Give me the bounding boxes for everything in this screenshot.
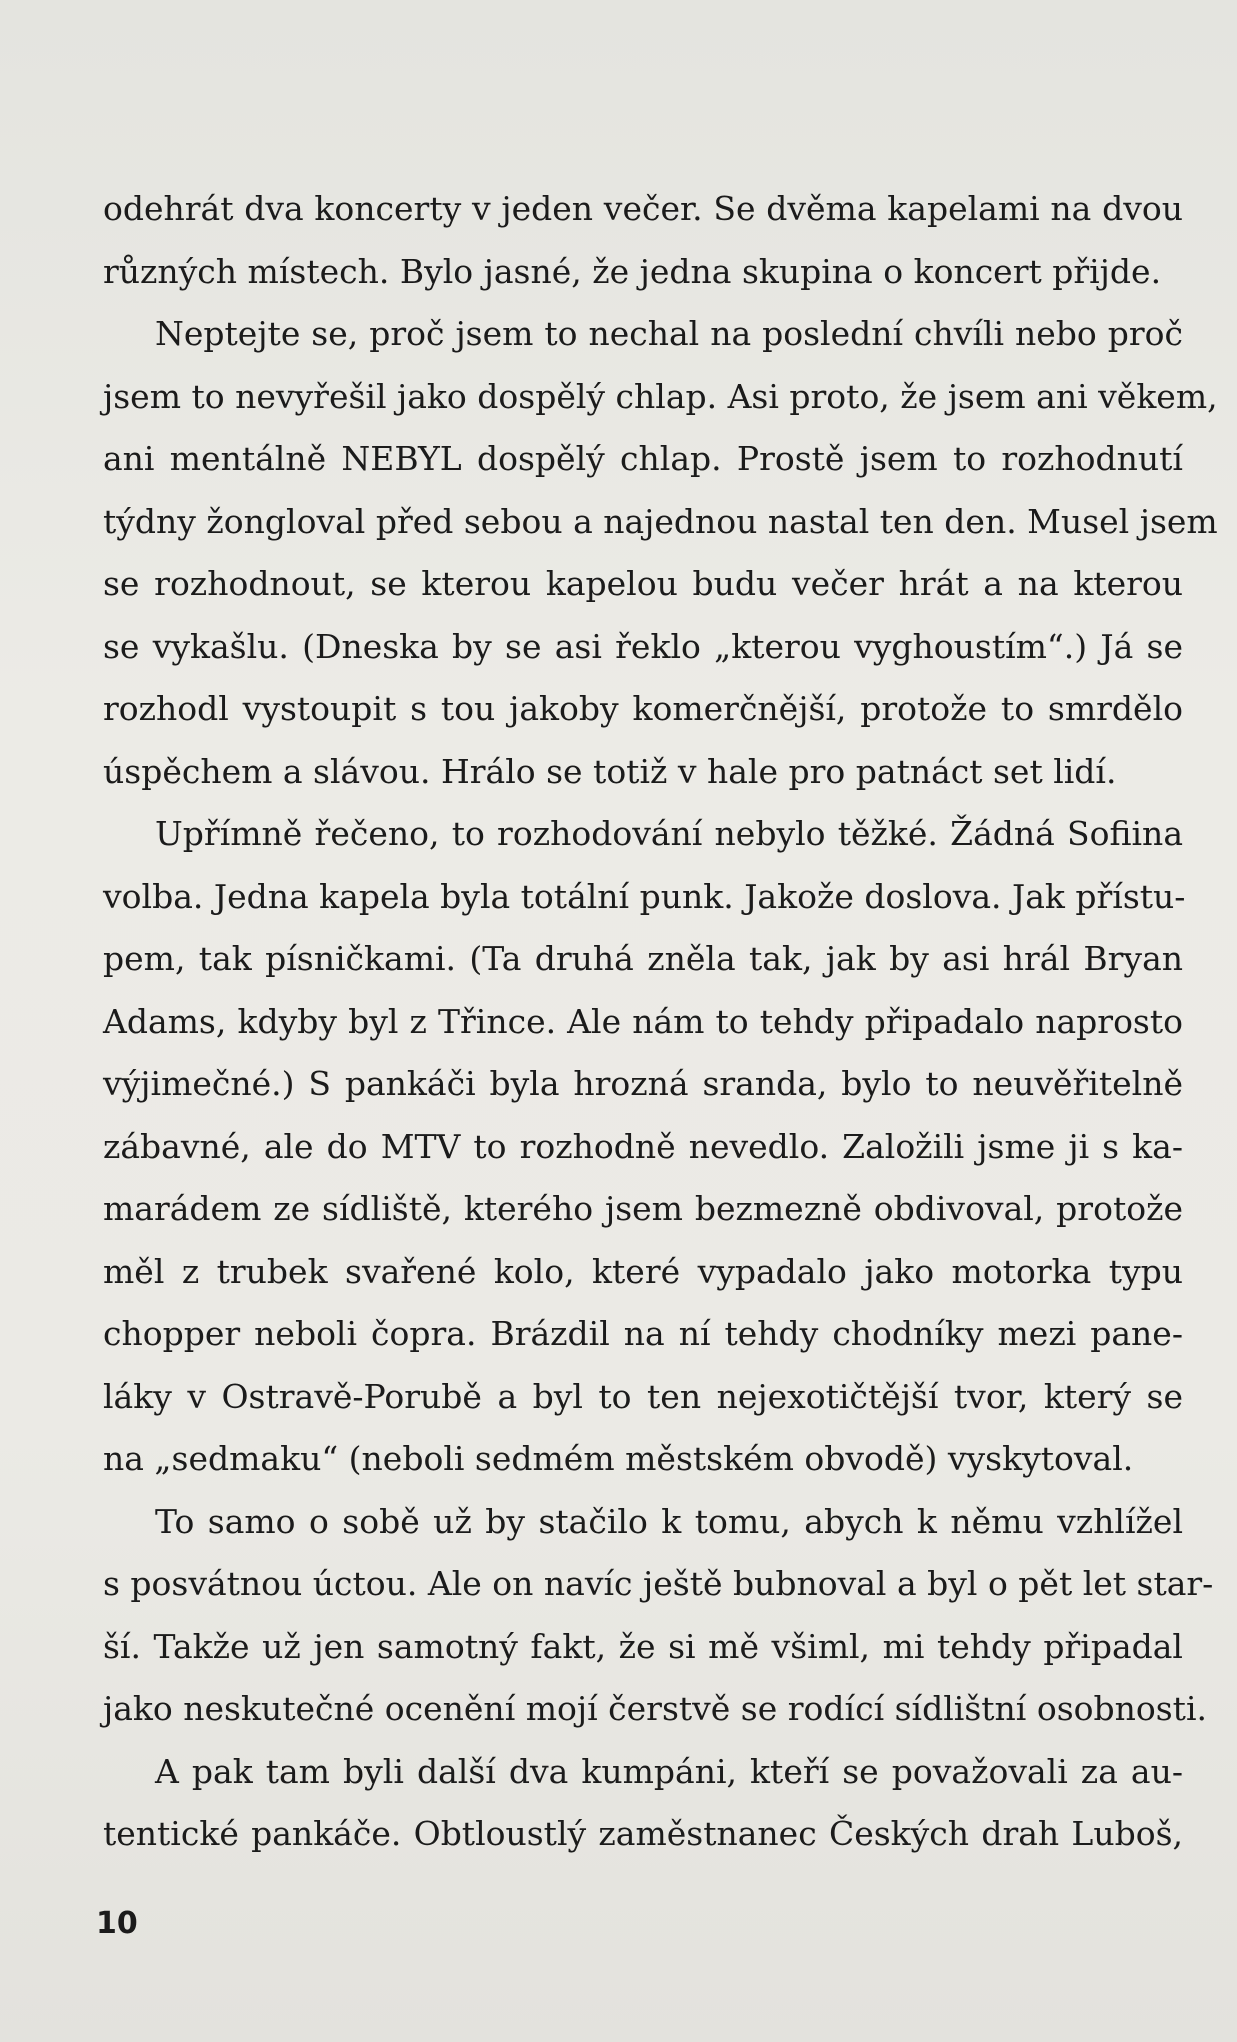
text-line: Neptejte se, proč jsem to nechal na poslední chvíli nebo proč <box>155 314 1183 353</box>
text-line: jako neskutečné ocenění mojí čerstvě se rodící sídlištní osobnosti. <box>103 1689 1207 1728</box>
text-line: Adams, kdyby byl z Třince. Ale nám to tehdy připadalo naprosto <box>103 1001 1183 1041</box>
text-line: zábavné, ale do MTV to rozhodně nevedlo. Založili jsme ji s ka- <box>103 1126 1183 1166</box>
text-line: To samo o sobě už by stačilo k tomu, abych k němu vzhlížel <box>155 1501 1183 1541</box>
text-line: odehrát dva koncerty v jeden večer. Se dvěma kapelami na dvou <box>103 189 1183 228</box>
page-number: 10 <box>96 1906 138 1941</box>
text-line: chopper neboli čopra. Brázdil na ní tehdy chodníky mezi pane- <box>103 1314 1183 1353</box>
text-line: týdny žongloval před sebou a najednou nastal ten den. Musel jsem <box>103 501 1218 541</box>
body-text <box>103 178 1218 1866</box>
text-line: jsem to nevyřešil jako dospělý chlap. Asi proto, že jsem ani věkem, <box>103 376 1218 416</box>
text-line: láky v Ostravě-Porubě a byl to ten nejexotičtější tvor, který se <box>103 1376 1183 1416</box>
text-line: Upřímně řečeno, to rozhodování nebylo těžké. Žádná Sofiina <box>155 814 1183 853</box>
text-line: pem, tak písničkami. (Ta druhá zněla tak, jak by asi hrál Bryan <box>103 939 1183 978</box>
text-line: s posvátnou úctou. Ale on navíc ještě bubnoval a byl o pět let star- <box>103 1564 1214 1603</box>
text-line: volba. Jedna kapela byla totální punk. Jakože doslova. Jak přístu- <box>103 876 1186 916</box>
text-line: úspěchem a slávou. Hrálo se totiž v hale pro patnáct set lidí. <box>103 751 1117 791</box>
text-line: na „sedmaku“ (neboli sedmém městském obvodě) vyskytoval. <box>103 1439 1134 1478</box>
text-line: se rozhodnout, se kterou kapelou budu večer hrát a na kterou <box>103 564 1183 603</box>
text-line: tentické pankáče. Obtloustlý zaměstnanec Českých drah Luboš, <box>103 1814 1183 1853</box>
text-line: ani mentálně NEBYL dospělý chlap. Prostě jsem to rozhodnutí <box>103 439 1183 478</box>
text-line: rozhodl vystoupit s tou jakoby komerčnější, protože to smrdělo <box>103 689 1183 728</box>
text-line: A pak tam byli další dva kumpáni, kteří se považovali za au- <box>155 1751 1183 1791</box>
text-line: různých místech. Bylo jasné, že jedna skupina o koncert přijde. <box>103 251 1162 291</box>
text-line: výjimečné.) S pankáči byla hrozná sranda, bylo to neuvěřitelně <box>103 1064 1183 1103</box>
text-line: marádem ze sídliště, kterého jsem bezmezně obdivoval, protože <box>103 1189 1183 1228</box>
text-line: se vykašlu. (Dneska by se asi řeklo „kterou vyghoustím“.) Já se <box>103 626 1183 666</box>
text-line: měl z trubek svařené kolo, které vypadalo jako motorka typu <box>103 1251 1183 1291</box>
text-line: ší. Takže už jen samotný fakt, že si mě všiml, mi tehdy připadal <box>103 1626 1183 1666</box>
